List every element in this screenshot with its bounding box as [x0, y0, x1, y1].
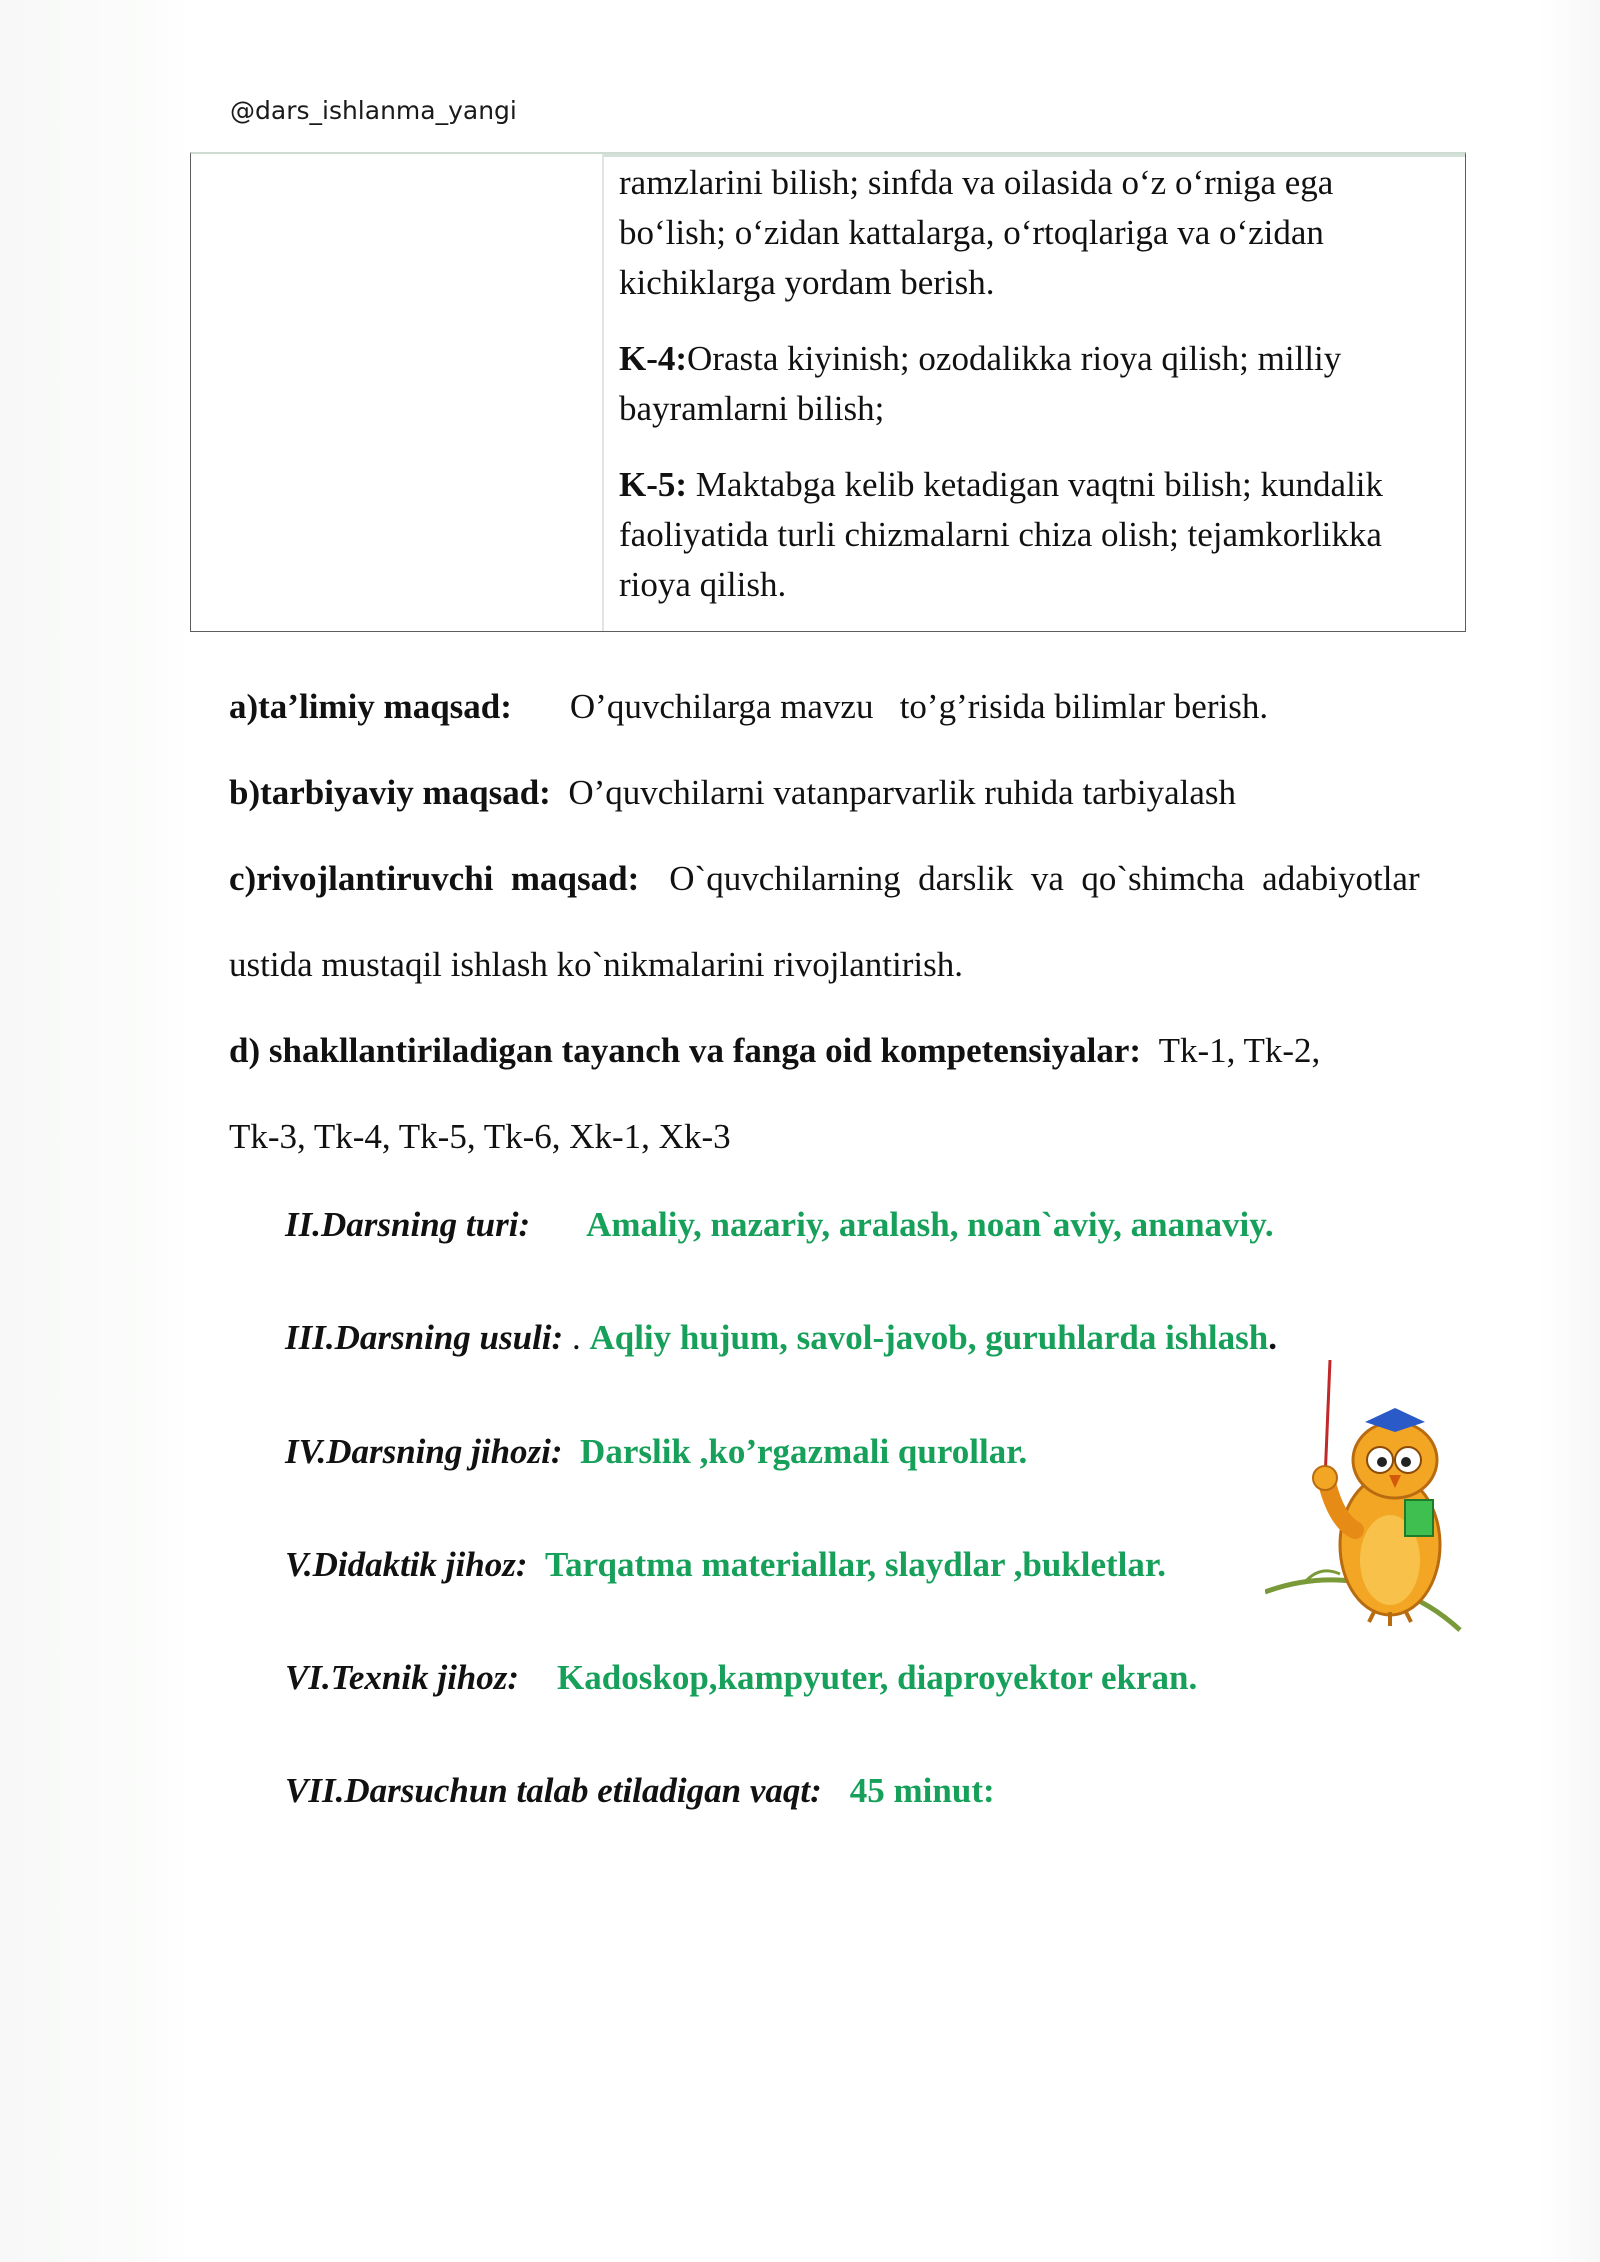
- lesson-equipment: [285, 1427, 1027, 1477]
- lesson-time-value: 45 minut:: [849, 1771, 995, 1810]
- goal-d-text-1: Tk-1, Tk-2,: [1158, 1031, 1321, 1070]
- k4-text: Orasta kiyinish; ozodalikka rioya qilish; milliy bayramlarni bilish;: [619, 339, 1342, 428]
- lesson-technical-label: VI.Texnik jihoz:: [285, 1658, 520, 1697]
- goal-b-text: O’quvchilarni vatanparvarlik ruhida tarbiyalash: [568, 773, 1237, 812]
- k4-label: K-4:: [619, 339, 688, 378]
- goal-a-text: O’quvchilarga mavzu to’g’risida bilimlar berish.: [569, 687, 1269, 726]
- lesson-type-value: Amaliy, nazariy, aralash, noan`aviy, ananaviy.: [586, 1205, 1274, 1244]
- page-left-shade: [0, 0, 188, 2262]
- lesson-method-tail: .: [1268, 1318, 1277, 1357]
- table-paragraph-1: ramzlarini bilish; sinfda va oilasida o‘z o‘rniga ega bo‘lish; o‘zidan kattalarga, o‘rtoqlariga va o‘zidan kichiklarga yordam berish.: [619, 163, 1334, 302]
- lesson-equipment-label: IV.Darsning jihozi:: [285, 1432, 563, 1471]
- table-paragraph-k4: [619, 334, 1429, 434]
- goal-c-line2: ustida mustaqil ishlash ko`nikmalarini rivojlantirish.: [229, 945, 963, 984]
- goal-c-text-1: O`quvchilarning darslik va qo`shimcha adabiyotlar: [669, 859, 1420, 898]
- table-column-divider: [602, 154, 604, 631]
- lesson-didactic-value: Tarqatma materiallar, slaydlar ,bukletlar.: [544, 1545, 1166, 1584]
- goal-d-line2: Tk-3, Tk-4, Tk-5, Tk-6, Xk-1, Xk-3: [229, 1117, 731, 1156]
- goal-b: [229, 768, 1236, 818]
- goal-d-label: d) shakllantiriladigan tayanch va fanga oid kompetensiyalar:: [229, 1031, 1142, 1070]
- lesson-time-label: VII.Darsuchun talab etiladigan vaqt:: [285, 1771, 822, 1810]
- competency-table: [190, 152, 1466, 632]
- goal-a: [229, 682, 1268, 732]
- table-cell-right: [619, 154, 1429, 636]
- lesson-equipment-value: Darslik ,ko’rgazmali qurollar.: [580, 1432, 1028, 1471]
- lesson-technical: [285, 1653, 1197, 1703]
- k5-text: Maktabga kelib ketadigan vaqtni bilish; kundalik faoliyatida turli chizmalarni chiza olish; tejamkorlikka rioya qilish.: [619, 465, 1384, 604]
- lesson-time: [285, 1766, 995, 1816]
- goal-d-line1: [229, 1026, 1320, 1076]
- goal-c-label: c)rivojlantiruvchi maqsad:: [229, 859, 640, 898]
- table-paragraph-k5: [619, 460, 1429, 610]
- lesson-method: [285, 1313, 1277, 1363]
- goal-a-label: a)ta’limiy maqsad:: [229, 687, 512, 726]
- lesson-method-value: Aqliy hujum, savol-javob, guruhlarda ishlash: [589, 1318, 1269, 1357]
- lesson-method-label: III.Darsning usuli:: [285, 1318, 564, 1357]
- goal-c-line1: [229, 854, 1487, 904]
- lesson-type-label: II.Darsning turi:: [285, 1205, 531, 1244]
- lesson-technical-value: Kadoskop,kampyuter, diaproyektor ekran.: [557, 1658, 1198, 1697]
- goal-b-label: b)tarbiyaviy maqsad:: [229, 773, 551, 812]
- lesson-didactic: [285, 1540, 1166, 1590]
- lesson-method-extra: .: [563, 1318, 590, 1357]
- page-right-shade: [1540, 0, 1600, 2262]
- lesson-didactic-label: V.Didaktik jihoz:: [285, 1545, 528, 1584]
- k5-label: K-5:: [619, 465, 688, 504]
- lesson-type: [285, 1200, 1274, 1250]
- owl-teacher-icon: [1265, 1360, 1465, 1640]
- page-header: @dars_ishlanma_yangi: [230, 96, 517, 125]
